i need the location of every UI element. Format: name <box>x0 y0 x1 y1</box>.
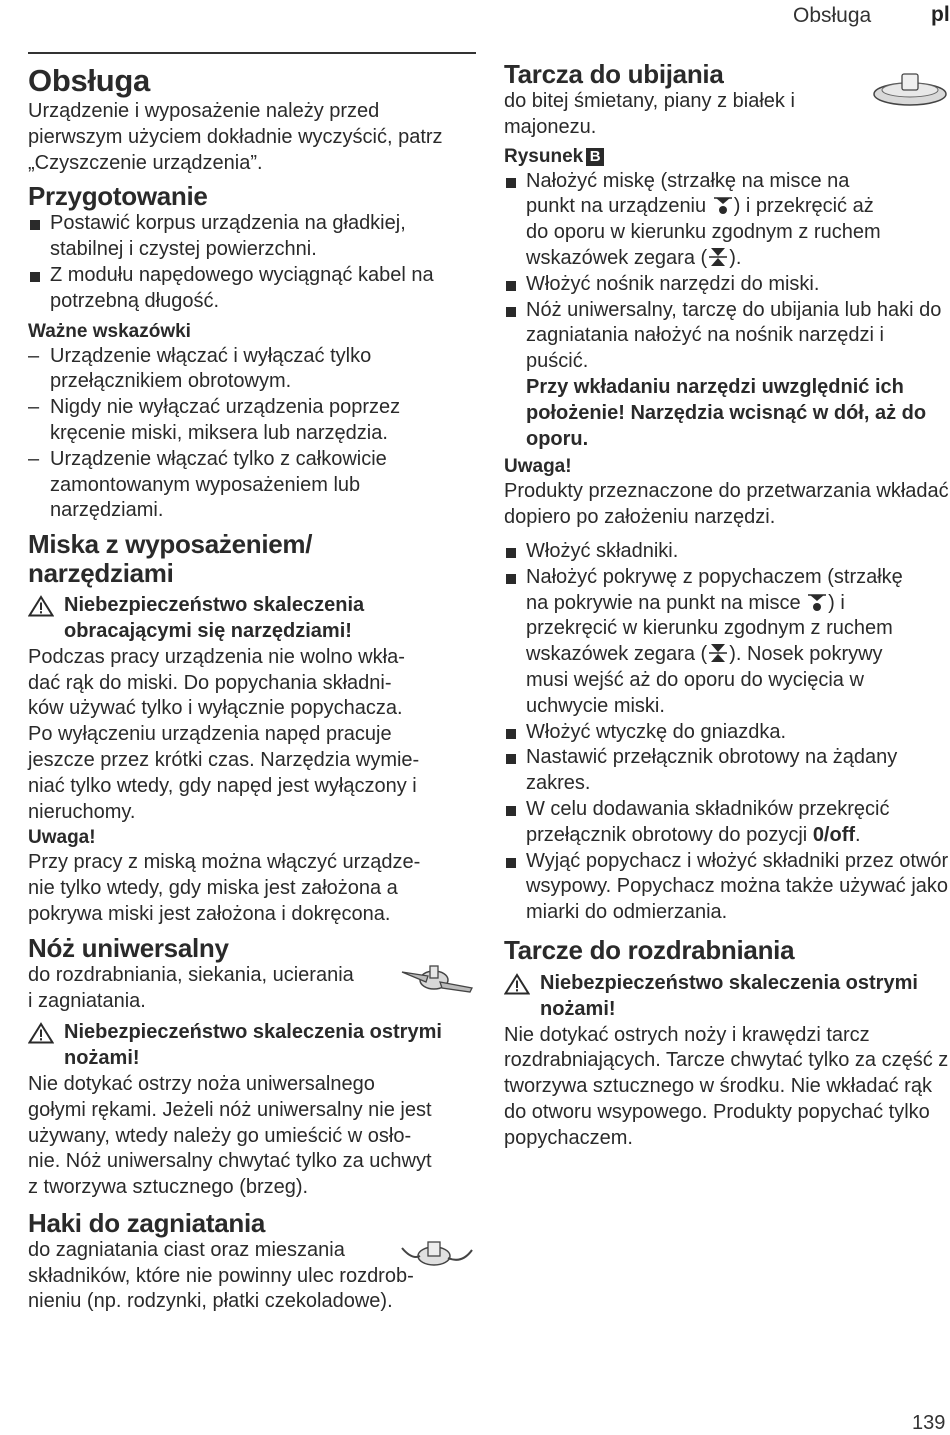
header-section-title: Obsługa <box>793 4 872 27</box>
section-title-shredding-discs: Tarcze do rozdrabniania <box>504 934 795 965</box>
arrow-dot-icon <box>806 591 828 613</box>
arrow-dot-icon <box>712 194 734 216</box>
section-title-kneading-hooks: Haki do zagniatania <box>28 1207 266 1238</box>
header-language-code: pl <box>931 3 950 26</box>
whisking-disc-description: do bitej śmietany, piany z białek i majonezu. <box>504 90 795 138</box>
list-item: Włożyć nośnik narzędzi do miski. <box>504 272 950 298</box>
list-item: Nałożyć pokrywę z popychaczem (strzałkę na pokrywie na punkt na misce ) i przekręcić w kierunku zgodnym z ruchem wskazówek zegara ( ). Nosek pokrywy musi wejść aż do oporu do wycięcia w uchwycie miski. <box>504 565 950 720</box>
important-notes-title: Ważne wskazówki <box>28 320 191 342</box>
warning-triangle-icon <box>28 1022 54 1044</box>
universal-knife-illustration <box>398 962 474 998</box>
warning-triangle-icon <box>504 973 530 995</box>
list-item: Włożyć wtyczkę do gniazdka. <box>504 720 950 746</box>
discs-warning: Niebezpieczeństwo skaleczenia ostrymi nożami! <box>504 971 950 1023</box>
processing-note-text: Produkty przeznaczone do przetwarzania wkładać dopiero po założeniu narzędzi. <box>504 480 949 529</box>
discs-warning-text: Nie dotykać ostrych noży i krawędzi tarcz rozdrabniających. Tarcze chwytać tylko za część z tworzywa sztucznego w środku. Nie wkładać rąk do otworu wsypowego. Produkty popychać tylko popychaczem. <box>504 1023 949 1149</box>
section-title-universal-knife: Nóż uniwersalny <box>28 932 229 963</box>
section-title-bowl <box>28 530 476 588</box>
section-title-bowl-line1: Miska z wyposażeniem/ <box>28 529 313 560</box>
list-item: Włożyć składniki. <box>504 539 950 565</box>
intro-text: Urządzenie i wyposażenie należy przed pierwszym użyciem dokładnie wyczyścić, patrz „Czyszczenie urządzenia”. <box>28 100 443 174</box>
warning-triangle-icon <box>28 595 54 617</box>
figure-badge: B <box>586 148 604 166</box>
lock-arrows-icon <box>707 642 729 664</box>
list-item: Nastawić przełącznik obrotowy na żądany zakres. <box>504 745 950 797</box>
section-title-operation: Obsługa <box>28 63 150 98</box>
page-number: 139 <box>912 1412 946 1434</box>
assembly-steps-list <box>504 169 950 453</box>
left-column <box>28 52 476 1315</box>
section-title-whisking-disc: Tarcza do ubijania <box>504 59 724 89</box>
bowl-warning: Niebezpieczeństwo skaleczenia obracającymi się narzędziami! <box>28 593 476 645</box>
section-title-bowl-line2: narzędziami <box>28 558 174 589</box>
knife-warning: Niebezpieczeństwo skaleczenia ostrymi nożami! <box>28 1020 476 1072</box>
processing-note-title: Uwaga! <box>504 456 572 478</box>
right-column <box>504 60 950 1151</box>
list-item: Nóż uniwersalny, tarczę do ubijania lub haki do zagniatania nałożyć na nośnik narzędzi i puścić. Przy wkładaniu narzędzi uwzględnić ich położenie! Narzędzia wcisnąć w dół, aż do oporu. <box>504 298 950 453</box>
list-item: Postawić korpus urządzenia na gładkiej, stabilnej i czystej powierzchni. <box>28 211 476 263</box>
list-item: – Urządzenie włączać tylko z całkowicie zamontowanym wyposażeniem lub narzędziami. <box>28 447 476 524</box>
list-item: Z modułu napędowego wyciągnąć kabel na potrzebną długość. <box>28 263 476 315</box>
bowl-note-title: Uwaga! <box>28 827 96 849</box>
bowl-warning-text: Podczas pracy urządzenia nie wolno wkła- dać rąk do miski. Do popychania składni- ków używać tylko i wyłącznie popychacza. Po wyłączeniu urządzenia napęd pracuje jeszcze przez krótki czas. Narzędzia wymie- niać tylko wtedy, gdy napęd jest wyłączony i nieruchomy. <box>28 645 420 823</box>
section-title-preparation: Przygotowanie <box>28 181 208 212</box>
list-item: Nałożyć miskę (strzałkę na misce na punkt na urządzeniu ) i przekręcić aż do oporu w kierunku zgodnym z ruchem wskazówek zegara ( ). <box>504 169 950 272</box>
universal-knife-description: do rozdrabniania, siekania, ucierania i zagniatania. <box>28 963 354 1012</box>
preparation-list <box>28 211 476 314</box>
operation-steps-list <box>504 539 950 926</box>
kneading-hook-illustration <box>398 1236 474 1272</box>
figure-reference: Rysunek B <box>504 144 950 169</box>
important-notes-list <box>28 344 476 525</box>
list-item: – Nigdy nie wyłączać urządzenia poprzez kręcenie miski, miksera lub narzędzia. <box>28 395 476 447</box>
lock-arrows-icon <box>707 246 729 268</box>
list-item: – Urządzenie włączać i wyłączać tylko przełącznikiem obrotowym. <box>28 344 476 396</box>
list-item: Wyjąć popychacz i włożyć składniki przez otwór wsypowy. Popychacz można także używać jako miarki do odmierzania. <box>504 849 950 926</box>
bowl-note-text: Przy pracy z miską można włączyć urządze- nie tylko wtedy, gdy miska jest założona a pokrywa miski jest założona i dokręcona. <box>28 851 421 925</box>
list-item: W celu dodawania składników przekręcić przełącznik obrotowy do pozycji 0/off. <box>504 797 950 849</box>
kneading-hooks-description: do zagniatania ciast oraz mieszania składników, które nie powinny ulec rozdrob- nieniu (np. rodzynki, płatki czekoladowe). <box>28 1238 414 1313</box>
knife-warning-text: Nie dotykać ostrzy noża uniwersalnego gołymi rękami. Jeżeli nóż uniwersalny nie jest używany, wtedy należy go umieścić w osło- nie. Nóż uniwersalny chwytać tylko za uchwyt z tworzywa sztucznego (brzeg). <box>28 1072 432 1199</box>
